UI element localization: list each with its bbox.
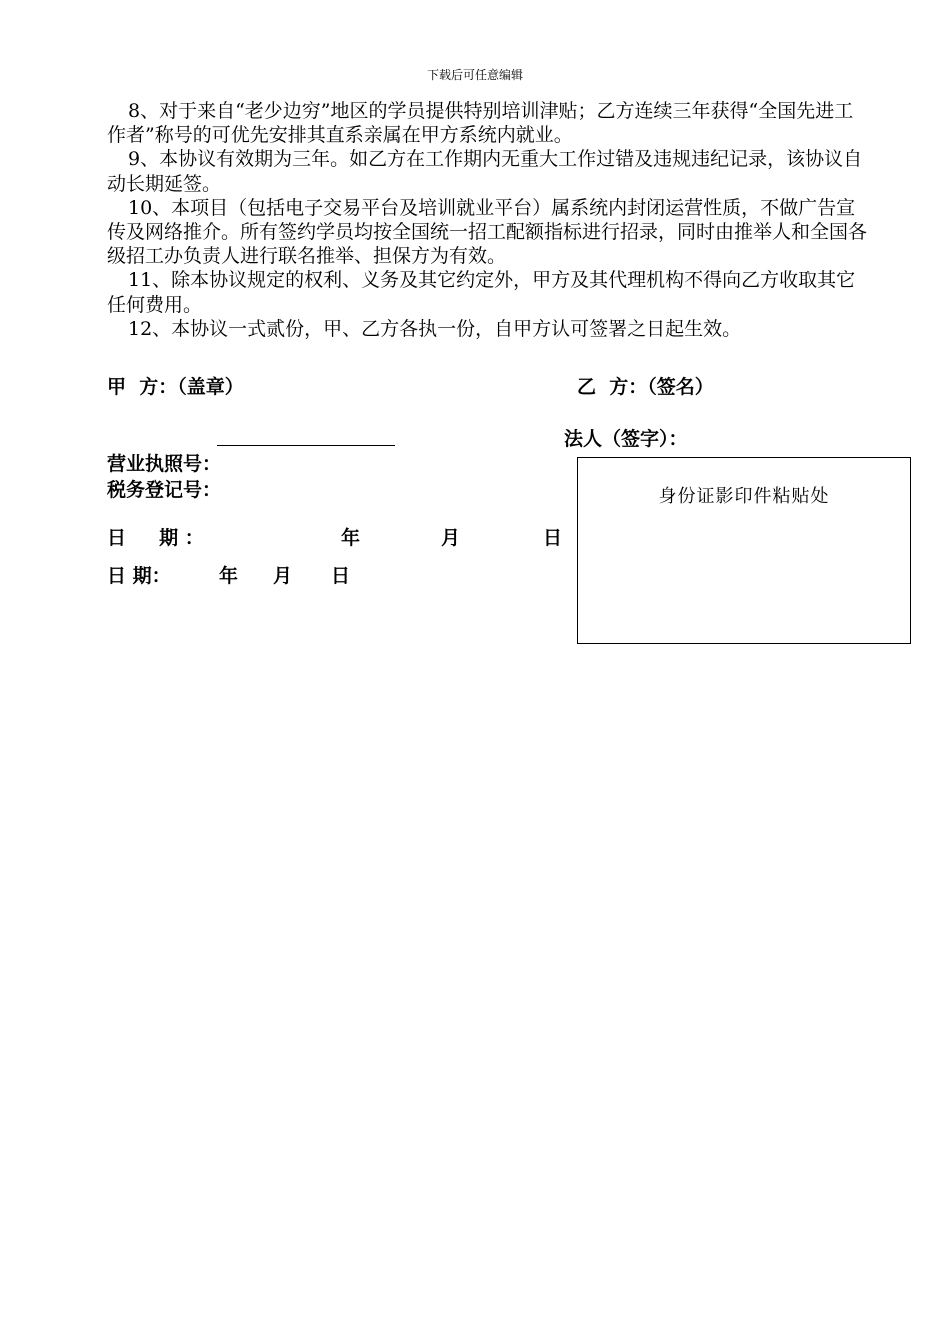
party-b-date-day: 日 (331, 565, 351, 587)
party-a-label: 甲 方：（盖章） (107, 376, 244, 398)
tax-registration-label: 税务登记号： (107, 479, 222, 501)
id-card-paste-label: 身份证影印件粘贴处 (658, 486, 830, 507)
page-header-note: 下载后可任意编辑 (426, 68, 523, 82)
party-b-date-label: 日 期： (107, 565, 171, 587)
business-license-label: 营业执照号： (107, 453, 222, 475)
clause-8: 8、对于来自“老少边穷”地区的学员提供特别培训津贴；乙方连续三年获得“全国先进工作者”称号的可优先安排其直系亲属在甲方系统内就业。 (107, 100, 854, 147)
party-b-date-year: 年 (219, 565, 239, 587)
party-a-date-label: 日 期 ： (107, 527, 204, 549)
party-a-date-month: 月 (441, 527, 461, 549)
clause-12: 12、本协议一式贰份，甲、乙方各执一份，自甲方认可签署之日起生效。 (128, 317, 742, 340)
signature-line (217, 445, 395, 446)
clause-9: 9、本协议有效期为三年。如乙方在工作期内无重大工作过错及违规违纪记录，该协议自动长期延签。 (107, 148, 863, 195)
agreement-clauses (107, 99, 867, 341)
party-b-label: 乙 方：（签名） (577, 376, 714, 398)
legal-person-signature-label: 法人（签字）： (564, 428, 688, 450)
party-a-date-day: 日 (543, 527, 563, 549)
clause-10: 10、本项目（包括电子交易平台及培训就业平台）属系统内封闭运营性质，不做广告宣传及网络推介。所有签约学员均按全国统一招工配额指标进行招录，同时由推举人和全国各级招工办负责人进行联名推举、担保方为有效。 (107, 196, 868, 268)
party-b-date-month: 月 (273, 565, 293, 587)
clause-11: 11、除本协议规定的权利、义务及其它约定外，甲方及其代理机构不得向乙方收取其它任何费用。 (107, 269, 856, 316)
party-a-date-year: 年 (341, 527, 361, 549)
id-card-paste-box (577, 457, 911, 644)
